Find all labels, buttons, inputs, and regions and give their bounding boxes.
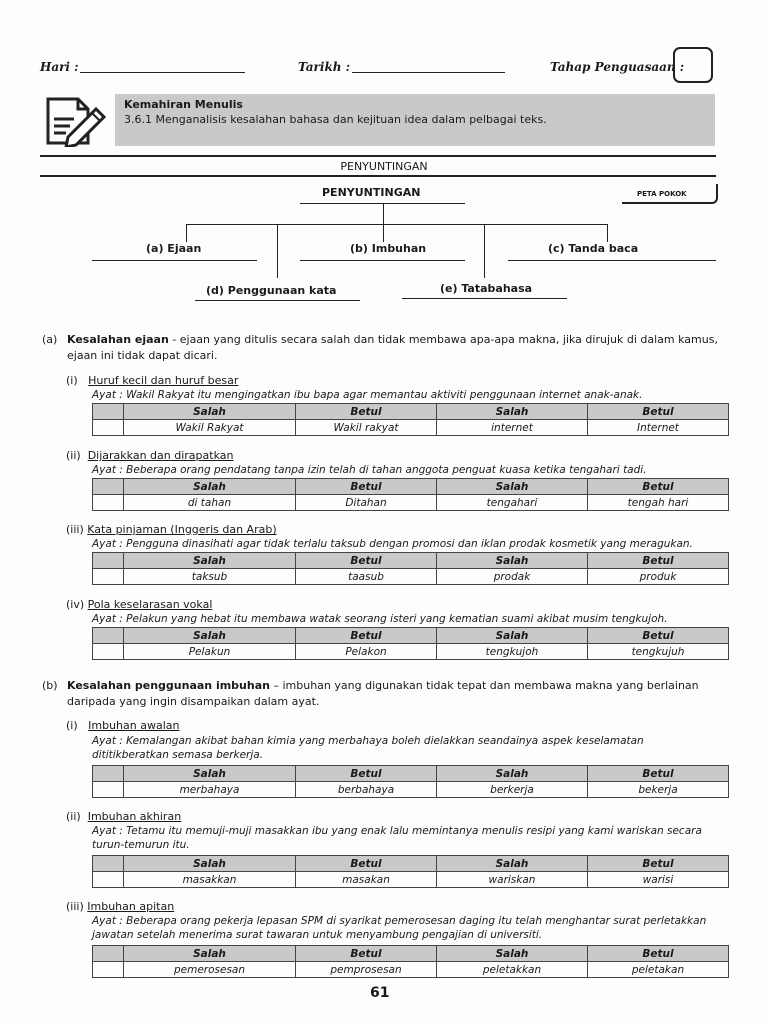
table-header: Betul (588, 404, 729, 420)
table-header: Salah (437, 404, 588, 420)
section-a-item-3-heading (66, 523, 277, 536)
table-header: Betul (588, 479, 729, 495)
banner-subtitle: 3.6.1 Menganalisis kesalahan bahasa dan kejituan idea dalam pelbagai teks. (124, 113, 547, 126)
item-number: (iii) (66, 900, 84, 913)
section-a-item-4-heading (66, 598, 212, 611)
section-a-item-1-ayat: Ayat : Wakil Rakyat itu mengingatkan ibu bapa agar memantau aktiviti penggunaan internet anak-anak. (92, 389, 643, 401)
item-title: Imbuhan awalan (88, 719, 180, 732)
section-a-item-2-ayat: Ayat : Beberapa orang pendatang tanpa izin telah di tahan anggota penguat kuasa ketika tengahari tadi. (92, 464, 647, 476)
table-cell: tengkujuh (588, 644, 729, 660)
table-header: Betul (588, 766, 729, 782)
table-header: Salah (437, 553, 588, 569)
section-b-marker: (b) (42, 679, 58, 692)
table-header: Salah (437, 479, 588, 495)
item-title: Dijarakkan dan dirapatkan (87, 449, 234, 462)
section-b-item-3-heading (66, 900, 174, 913)
section-a-marker: (a) (42, 333, 58, 346)
table-header: Betul (588, 628, 729, 644)
tree-node-ejaan: (a) Ejaan (146, 242, 202, 255)
hari-label: Hari : (40, 60, 79, 74)
table-header: Salah (124, 628, 296, 644)
tarikh-field[interactable] (352, 72, 505, 73)
page-number: 61 (370, 985, 390, 1001)
table-cell: masakan (296, 872, 437, 888)
section-a-item-1-heading (66, 374, 238, 387)
tree-node-imbuhan-line (300, 260, 465, 261)
table-cell: tengkujoh (437, 644, 588, 660)
section-b-item-1-heading (66, 719, 179, 732)
table-header: Betul (588, 553, 729, 569)
table-cell: peletakan (588, 962, 729, 978)
table-header: Betul (296, 766, 437, 782)
table-header: Betul (296, 553, 437, 569)
section-a-item-4-ayat: Ayat : Pelakun yang hebat itu membawa watak seorang isteri yang kematian suami akibat musim tengkujoh. (92, 613, 668, 625)
item-number: (iv) (66, 598, 85, 611)
item-number: (i) (66, 719, 78, 732)
section-b-item-2-table (92, 855, 729, 888)
topic-title: PENYUNTINGAN (340, 160, 428, 173)
tree-branch-d (277, 224, 278, 278)
item-title: Imbuhan apitan (87, 900, 175, 913)
table-cell: taksub (124, 569, 296, 585)
section-b-item-1-table (92, 765, 729, 798)
section-a-desc: - ejaan yang ditulis secara salah dan tidak membawa apa-apa makna, jika dirujuk di dalam kamus, ejaan ini tidak dapat dicari. (67, 333, 718, 362)
tree-node-ejaan-line (92, 260, 257, 261)
hari-field[interactable] (80, 72, 245, 73)
table-header: Betul (588, 856, 729, 872)
table-header: Salah (124, 404, 296, 420)
table-cell: warisi (588, 872, 729, 888)
table-header: Salah (124, 479, 296, 495)
table-header: Betul (296, 404, 437, 420)
table-header: Salah (124, 766, 296, 782)
table-cell: tengah hari (588, 495, 729, 511)
writing-task-icon (44, 93, 112, 147)
section-b-term: Kesalahan penggunaan imbuhan (67, 679, 270, 692)
tree-branch-c (607, 224, 608, 242)
table-cell: taasub (296, 569, 437, 585)
table-header: Salah (437, 766, 588, 782)
table-header: Betul (296, 946, 437, 962)
table-cell: wariskan (437, 872, 588, 888)
table-header: Salah (437, 628, 588, 644)
tree-branch-b (383, 224, 384, 242)
tarikh-label: Tarikh : (298, 60, 351, 74)
section-a-item-3-ayat: Ayat : Pengguna dinasihati agar tidak terlalu taksub dengan promosi dan iklan prodak kosmetik yang meragukan. (92, 538, 693, 550)
table-cell: bekerja (588, 782, 729, 798)
section-b-desc: – imbuhan yang digunakan tidak tepat dan membawa makna yang berlainan daripada yang ingin disampaikan dalam ayat. (67, 679, 699, 708)
table-header: Salah (437, 856, 588, 872)
tree-node-tandabaca-line (508, 260, 716, 261)
tree-node-tatabahasa: (e) Tatabahasa (440, 282, 533, 295)
table-cell: Pelakon (296, 644, 437, 660)
section-b-item-2-heading (66, 810, 181, 823)
table-header: Betul (588, 946, 729, 962)
topic-bottom-rule (40, 175, 716, 177)
tree-stem (383, 204, 384, 224)
table-cell: Wakil Rakyat (124, 420, 296, 436)
section-a-item-3-table (92, 552, 729, 585)
tree-node-imbuhan: (b) Imbuhan (350, 242, 427, 255)
table-cell: berbahaya (296, 782, 437, 798)
tahap-box[interactable] (673, 47, 713, 83)
table-header: Betul (296, 628, 437, 644)
table-cell: di tahan (124, 495, 296, 511)
tree-node-penggunaan-kata: (d) Penggunaan kata (206, 284, 337, 297)
table-cell: peletakkan (437, 962, 588, 978)
tree-tag-label: PETA POKOK (637, 190, 687, 198)
table-cell: internet (437, 420, 588, 436)
table-cell: prodak (437, 569, 588, 585)
item-number: (ii) (66, 449, 81, 462)
tree-branch-e (484, 224, 485, 278)
table-cell: Ditahan (296, 495, 437, 511)
table-cell: masakkan (124, 872, 296, 888)
topic-top-rule (40, 155, 716, 157)
section-a-heading (42, 332, 722, 364)
section-b-item-3-table (92, 945, 729, 978)
tree-node-tatabahasa-line (402, 298, 567, 299)
section-a-item-2-heading (66, 449, 233, 462)
section-a-item-4-table (92, 627, 729, 660)
table-header: Salah (124, 553, 296, 569)
section-b-heading (42, 678, 722, 710)
section-a-item-1-table (92, 403, 729, 436)
banner-title: Kemahiran Menulis (124, 98, 243, 111)
item-title: Imbuhan akhiran (87, 810, 182, 823)
table-cell: Internet (588, 420, 729, 436)
section-a-item-2-table (92, 478, 729, 511)
tree-node-penggunaan-kata-line (195, 300, 360, 301)
table-header: Salah (124, 946, 296, 962)
table-cell: berkerja (437, 782, 588, 798)
table-header: Salah (437, 946, 588, 962)
tree-root: PENYUNTINGAN (322, 186, 421, 199)
table-header: Salah (124, 856, 296, 872)
item-number: (iii) (66, 523, 84, 536)
table-cell: pemerosesan (124, 962, 296, 978)
section-a-term: Kesalahan ejaan (67, 333, 169, 346)
table-cell: produk (588, 569, 729, 585)
tree-branch-bar (186, 224, 608, 225)
table-cell: merbahaya (124, 782, 296, 798)
table-cell: tengahari (437, 495, 588, 511)
table-header: Betul (296, 479, 437, 495)
item-number: (ii) (66, 810, 81, 823)
table-header: Betul (296, 856, 437, 872)
item-title: Pola keselarasan vokal (87, 598, 213, 611)
item-number: (i) (66, 374, 78, 387)
table-cell: Wakil rakyat (296, 420, 437, 436)
table-cell: Pelakun (124, 644, 296, 660)
item-title: Kata pinjaman (Inggeris dan Arab) (87, 523, 277, 536)
section-b-item-1-ayat: Ayat : Kemalangan akibat bahan kimia yang merbahaya boleh dielakkan seandainya aspek keselamatan dititikberatkan semasa berkerja. (92, 735, 644, 761)
tree-node-tandabaca: (c) Tanda baca (548, 242, 639, 255)
item-title: Huruf kecil dan huruf besar (88, 374, 239, 387)
section-b-item-2-ayat: Ayat : Tetamu itu memuji-muji masakkan ibu yang enak lalu memintanya menulis resipi yang kami wariskan secara turun-temurun itu. (92, 825, 702, 851)
section-b-item-3-ayat: Ayat : Beberapa orang pekerja lepasan SPM di syarikat pemerosesan daging itu telah menghantar surat perletakkan jawatan setelah menerima surat tawaran untuk menyambung pengajian di universiti. (92, 915, 707, 941)
tahap-label: Tahap Penguasaan : (550, 60, 685, 74)
tree-branch-a (186, 224, 187, 242)
table-cell: pemprosesan (296, 962, 437, 978)
